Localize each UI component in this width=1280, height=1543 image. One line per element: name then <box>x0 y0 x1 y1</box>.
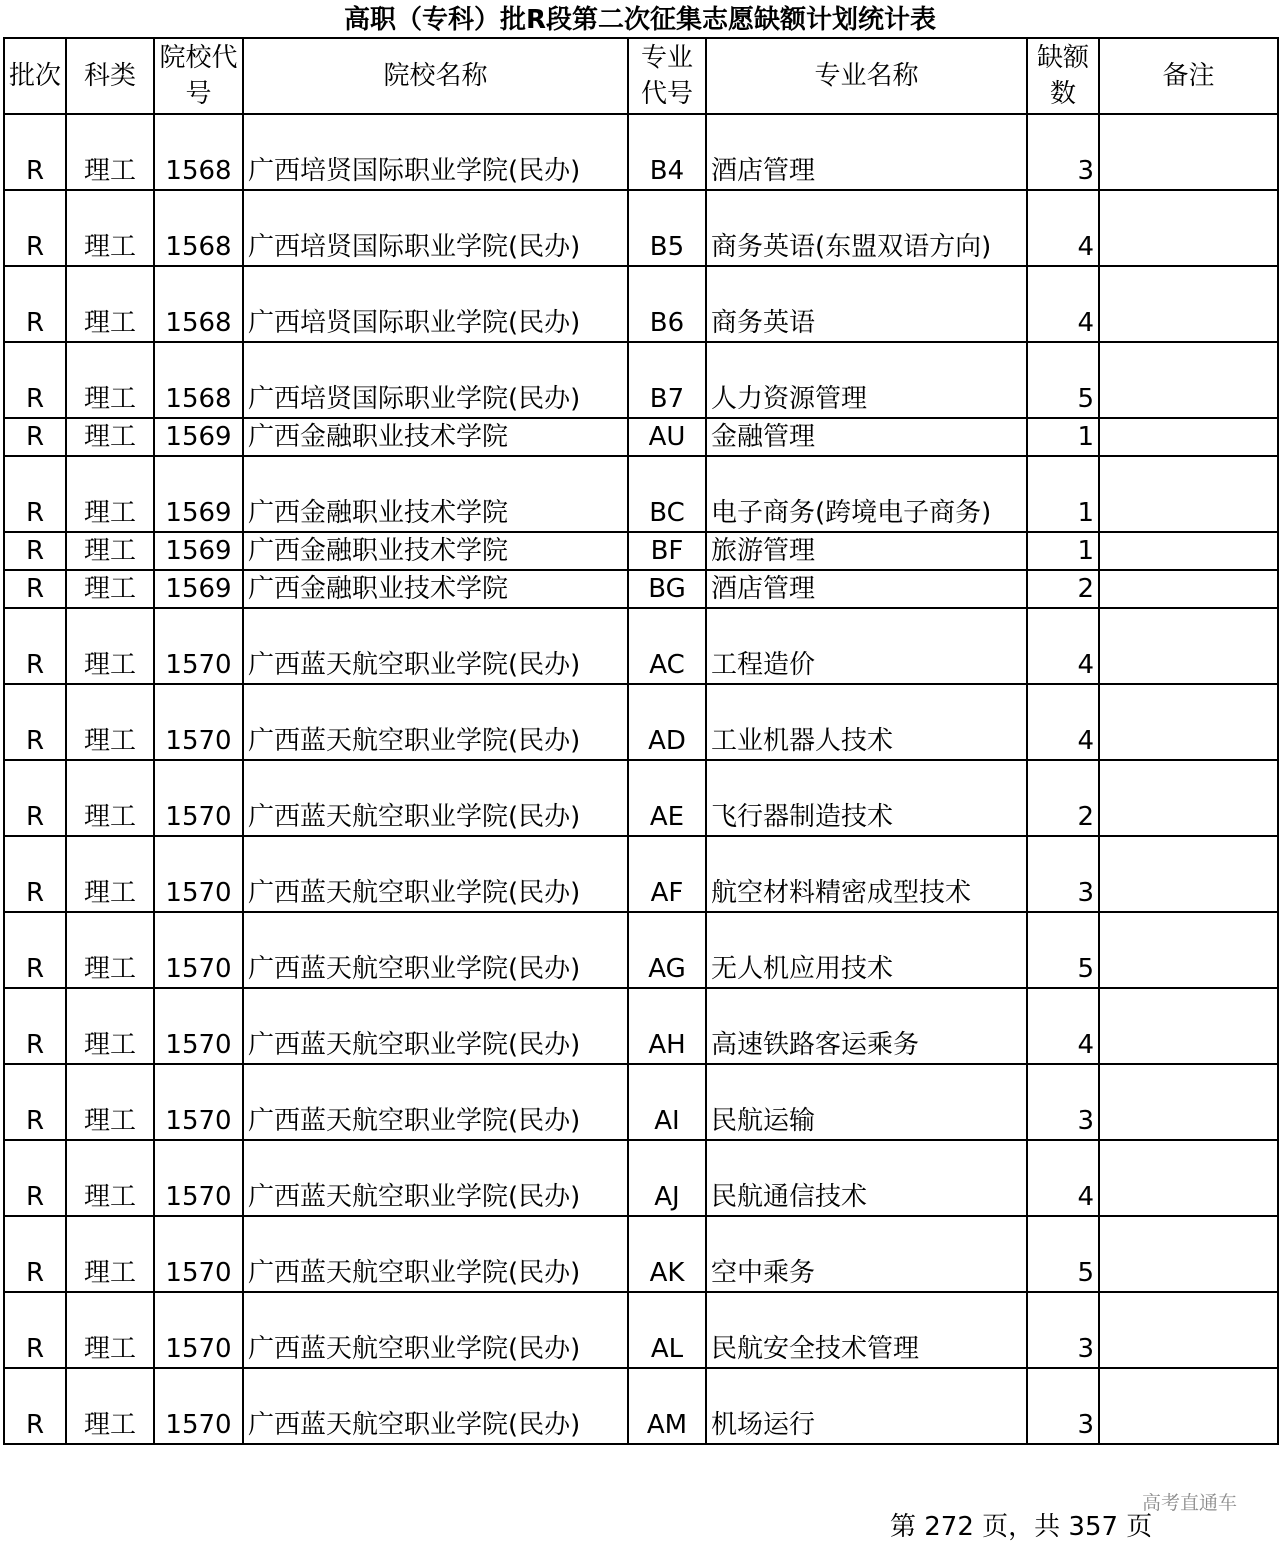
cell-major-name: 电子商务(跨境电子商务) <box>706 456 1027 532</box>
cell-remarks <box>1099 912 1278 988</box>
cell-school-name: 广西蓝天航空职业学院(民办) <box>243 1292 628 1368</box>
cell-school-code: 1570 <box>154 912 243 988</box>
cell-batch: R <box>4 1368 66 1444</box>
table-row <box>4 456 1278 532</box>
cell-school-code: 1570 <box>154 608 243 684</box>
cell-remarks <box>1099 532 1278 570</box>
cell-school-code: 1570 <box>154 1292 243 1368</box>
cell-school-name: 广西蓝天航空职业学院(民办) <box>243 1368 628 1444</box>
cell-batch: R <box>4 1140 66 1216</box>
watermark: 高考直通车 <box>1142 1492 1238 1514</box>
cell-category: 理工 <box>66 114 154 190</box>
cell-vacancy: 1 <box>1027 456 1099 532</box>
cell-vacancy: 3 <box>1027 1292 1099 1368</box>
cell-major-code: AK <box>628 1216 706 1292</box>
cell-school-name: 广西金融职业技术学院 <box>243 570 628 608</box>
cell-school-name: 广西金融职业技术学院 <box>243 532 628 570</box>
cell-school-code: 1568 <box>154 342 243 418</box>
table-row <box>4 114 1278 190</box>
cell-remarks <box>1099 114 1278 190</box>
cell-school-name: 广西金融职业技术学院 <box>243 456 628 532</box>
cell-vacancy: 4 <box>1027 266 1099 342</box>
cell-major-code: B6 <box>628 266 706 342</box>
cell-major-code: BF <box>628 532 706 570</box>
cell-vacancy: 4 <box>1027 1140 1099 1216</box>
cell-school-name: 广西蓝天航空职业学院(民办) <box>243 684 628 760</box>
cell-batch: R <box>4 1292 66 1368</box>
table-row <box>4 532 1278 570</box>
cell-vacancy: 5 <box>1027 912 1099 988</box>
cell-remarks <box>1099 684 1278 760</box>
table-row <box>4 760 1278 836</box>
cell-major-code: AJ <box>628 1140 706 1216</box>
cell-remarks <box>1099 1140 1278 1216</box>
cell-batch: R <box>4 1216 66 1292</box>
cell-school-code: 1570 <box>154 760 243 836</box>
cell-major-name: 工业机器人技术 <box>706 684 1027 760</box>
cell-major-code: AD <box>628 684 706 760</box>
cell-vacancy: 3 <box>1027 114 1099 190</box>
cell-vacancy: 4 <box>1027 190 1099 266</box>
cell-remarks <box>1099 342 1278 418</box>
cell-major-name: 民航安全技术管理 <box>706 1292 1027 1368</box>
cell-category: 理工 <box>66 532 154 570</box>
cell-major-name: 空中乘务 <box>706 1216 1027 1292</box>
cell-major-name: 无人机应用技术 <box>706 912 1027 988</box>
cell-school-name: 广西蓝天航空职业学院(民办) <box>243 760 628 836</box>
cell-major-name: 工程造价 <box>706 608 1027 684</box>
cell-major-code: AE <box>628 760 706 836</box>
cell-major-name: 机场运行 <box>706 1368 1027 1444</box>
cell-batch: R <box>4 836 66 912</box>
header-batch: 批次 <box>4 38 66 114</box>
cell-major-code: AM <box>628 1368 706 1444</box>
cell-batch: R <box>4 456 66 532</box>
cell-major-code: AC <box>628 608 706 684</box>
header-major-code: 专业代号 <box>628 38 706 114</box>
table-row <box>4 988 1278 1064</box>
table-row <box>4 1368 1278 1444</box>
table-row <box>4 342 1278 418</box>
cell-category: 理工 <box>66 570 154 608</box>
cell-school-name: 广西蓝天航空职业学院(民办) <box>243 836 628 912</box>
cell-batch: R <box>4 342 66 418</box>
cell-category: 理工 <box>66 266 154 342</box>
table-row <box>4 836 1278 912</box>
cell-category: 理工 <box>66 1064 154 1140</box>
cell-category: 理工 <box>66 456 154 532</box>
cell-major-code: AH <box>628 988 706 1064</box>
cell-category: 理工 <box>66 190 154 266</box>
cell-school-code: 1569 <box>154 532 243 570</box>
cell-school-code: 1569 <box>154 456 243 532</box>
cell-school-name: 广西金融职业技术学院 <box>243 418 628 456</box>
cell-school-code: 1569 <box>154 570 243 608</box>
cell-vacancy: 3 <box>1027 1368 1099 1444</box>
cell-vacancy: 1 <box>1027 418 1099 456</box>
cell-major-name: 高速铁路客运乘务 <box>706 988 1027 1064</box>
cell-remarks <box>1099 456 1278 532</box>
cell-major-code: B7 <box>628 342 706 418</box>
cell-major-name: 民航运输 <box>706 1064 1027 1140</box>
cell-category: 理工 <box>66 342 154 418</box>
cell-batch: R <box>4 1064 66 1140</box>
cell-vacancy: 4 <box>1027 684 1099 760</box>
cell-batch: R <box>4 266 66 342</box>
vacancy-table <box>3 37 1279 1445</box>
page-title: 高职（专科）批R段第二次征集志愿缺额计划统计表 <box>343 5 937 35</box>
cell-remarks <box>1099 1216 1278 1292</box>
table-row <box>4 684 1278 760</box>
cell-school-code: 1568 <box>154 266 243 342</box>
cell-vacancy: 2 <box>1027 570 1099 608</box>
cell-remarks <box>1099 1292 1278 1368</box>
cell-major-name: 旅游管理 <box>706 532 1027 570</box>
cell-category: 理工 <box>66 988 154 1064</box>
cell-school-code: 1568 <box>154 190 243 266</box>
cell-batch: R <box>4 912 66 988</box>
table-row <box>4 266 1278 342</box>
cell-vacancy: 3 <box>1027 836 1099 912</box>
cell-major-name: 人力资源管理 <box>706 342 1027 418</box>
cell-vacancy: 4 <box>1027 988 1099 1064</box>
cell-remarks <box>1099 1368 1278 1444</box>
header-school-name: 院校名称 <box>243 38 628 114</box>
cell-major-code: AU <box>628 418 706 456</box>
cell-category: 理工 <box>66 1140 154 1216</box>
cell-category: 理工 <box>66 1216 154 1292</box>
cell-remarks <box>1099 190 1278 266</box>
cell-remarks <box>1099 570 1278 608</box>
cell-school-code: 1570 <box>154 1140 243 1216</box>
table-row <box>4 912 1278 988</box>
cell-category: 理工 <box>66 836 154 912</box>
cell-remarks <box>1099 760 1278 836</box>
cell-batch: R <box>4 532 66 570</box>
cell-category: 理工 <box>66 912 154 988</box>
cell-major-name: 民航通信技术 <box>706 1140 1027 1216</box>
cell-school-code: 1570 <box>154 988 243 1064</box>
cell-school-name: 广西培贤国际职业学院(民办) <box>243 114 628 190</box>
table-row <box>4 190 1278 266</box>
cell-major-code: AI <box>628 1064 706 1140</box>
cell-batch: R <box>4 760 66 836</box>
cell-batch: R <box>4 114 66 190</box>
header-category: 科类 <box>66 38 154 114</box>
cell-batch: R <box>4 684 66 760</box>
cell-school-code: 1569 <box>154 418 243 456</box>
cell-school-name: 广西蓝天航空职业学院(民办) <box>243 1064 628 1140</box>
cell-category: 理工 <box>66 760 154 836</box>
cell-remarks <box>1099 266 1278 342</box>
cell-school-name: 广西蓝天航空职业学院(民办) <box>243 1140 628 1216</box>
cell-school-name: 广西培贤国际职业学院(民办) <box>243 190 628 266</box>
cell-batch: R <box>4 570 66 608</box>
cell-remarks <box>1099 608 1278 684</box>
cell-school-name: 广西培贤国际职业学院(民办) <box>243 342 628 418</box>
page-number: 第 272 页，共 357 页 <box>890 1512 1153 1542</box>
cell-remarks <box>1099 836 1278 912</box>
cell-vacancy: 5 <box>1027 1216 1099 1292</box>
table-row <box>4 608 1278 684</box>
cell-category: 理工 <box>66 608 154 684</box>
cell-school-code: 1570 <box>154 1368 243 1444</box>
cell-major-code: BC <box>628 456 706 532</box>
cell-category: 理工 <box>66 418 154 456</box>
cell-school-name: 广西蓝天航空职业学院(民办) <box>243 608 628 684</box>
cell-vacancy: 4 <box>1027 608 1099 684</box>
cell-school-code: 1570 <box>154 684 243 760</box>
cell-major-code: B4 <box>628 114 706 190</box>
cell-batch: R <box>4 988 66 1064</box>
cell-vacancy: 3 <box>1027 1064 1099 1140</box>
cell-major-code: B5 <box>628 190 706 266</box>
cell-school-name: 广西蓝天航空职业学院(民办) <box>243 1216 628 1292</box>
cell-major-name: 金融管理 <box>706 418 1027 456</box>
cell-remarks <box>1099 1064 1278 1140</box>
header-school-code: 院校代号 <box>154 38 243 114</box>
header-vacancy: 缺额数 <box>1027 38 1099 114</box>
table-row <box>4 1064 1278 1140</box>
table-row <box>4 570 1278 608</box>
header-remarks: 备注 <box>1099 38 1278 114</box>
table-row <box>4 1292 1278 1368</box>
cell-major-name: 酒店管理 <box>706 114 1027 190</box>
cell-vacancy: 1 <box>1027 532 1099 570</box>
cell-school-code: 1570 <box>154 836 243 912</box>
cell-category: 理工 <box>66 1368 154 1444</box>
table-row <box>4 1140 1278 1216</box>
cell-major-name: 商务英语 <box>706 266 1027 342</box>
cell-major-name: 航空材料精密成型技术 <box>706 836 1027 912</box>
cell-remarks <box>1099 418 1278 456</box>
cell-school-name: 广西培贤国际职业学院(民办) <box>243 266 628 342</box>
cell-major-code: AF <box>628 836 706 912</box>
table-row <box>4 1216 1278 1292</box>
cell-major-code: BG <box>628 570 706 608</box>
table-row <box>4 418 1278 456</box>
cell-vacancy: 5 <box>1027 342 1099 418</box>
cell-category: 理工 <box>66 684 154 760</box>
cell-school-name: 广西蓝天航空职业学院(民办) <box>243 912 628 988</box>
cell-vacancy: 2 <box>1027 760 1099 836</box>
cell-batch: R <box>4 418 66 456</box>
table-body <box>4 114 1278 1444</box>
cell-major-code: AG <box>628 912 706 988</box>
cell-remarks <box>1099 988 1278 1064</box>
cell-major-code: AL <box>628 1292 706 1368</box>
cell-batch: R <box>4 190 66 266</box>
cell-school-code: 1570 <box>154 1064 243 1140</box>
cell-major-name: 酒店管理 <box>706 570 1027 608</box>
header-major-name: 专业名称 <box>706 38 1027 114</box>
cell-batch: R <box>4 608 66 684</box>
cell-school-code: 1568 <box>154 114 243 190</box>
cell-major-name: 飞行器制造技术 <box>706 760 1027 836</box>
header-row <box>4 38 1278 114</box>
cell-school-name: 广西蓝天航空职业学院(民办) <box>243 988 628 1064</box>
cell-school-code: 1570 <box>154 1216 243 1292</box>
cell-category: 理工 <box>66 1292 154 1368</box>
cell-major-name: 商务英语(东盟双语方向) <box>706 190 1027 266</box>
